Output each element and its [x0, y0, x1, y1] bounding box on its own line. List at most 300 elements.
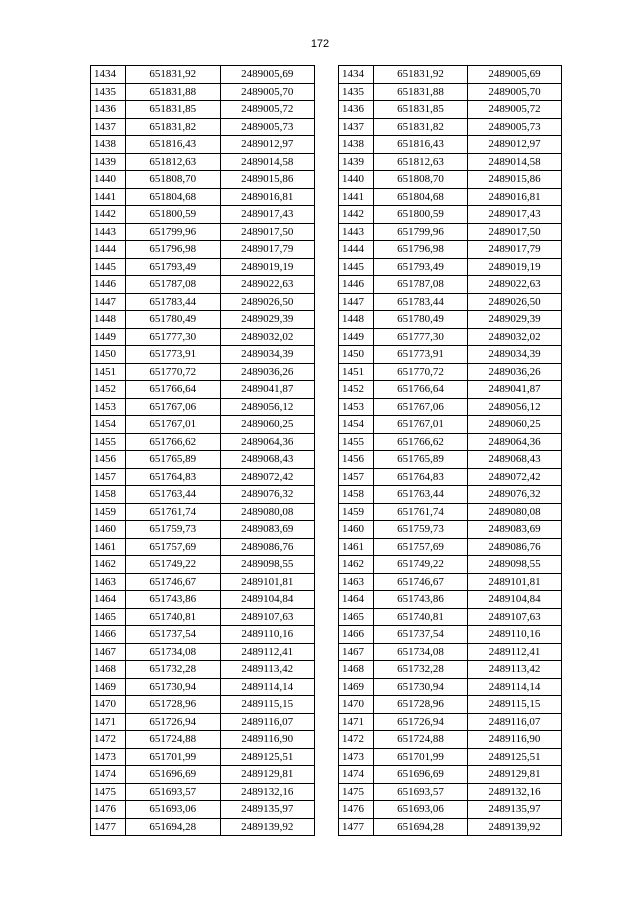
table-row — [339, 241, 562, 259]
x-coordinate-cell: 651804,68 — [126, 188, 221, 206]
table-row — [91, 503, 315, 521]
point-number-cell: 1465 — [91, 608, 126, 626]
x-coordinate-cell: 651766,62 — [126, 433, 221, 451]
point-number-cell: 1471 — [339, 713, 374, 731]
y-coordinate-cell: 2489068,43 — [468, 451, 562, 469]
point-number-cell: 1453 — [339, 398, 374, 416]
y-coordinate-cell: 2489017,43 — [220, 206, 315, 224]
x-coordinate-cell: 651696,69 — [126, 766, 221, 784]
x-coordinate-cell: 651764,83 — [374, 468, 468, 486]
y-coordinate-cell: 2489005,69 — [220, 66, 315, 84]
point-number-cell: 1474 — [339, 766, 374, 784]
x-coordinate-cell: 651694,28 — [374, 818, 468, 836]
table-row — [339, 293, 562, 311]
x-coordinate-cell: 651734,08 — [374, 643, 468, 661]
x-coordinate-cell: 651796,98 — [374, 241, 468, 259]
y-coordinate-cell: 2489135,97 — [220, 801, 315, 819]
point-number-cell: 1462 — [91, 556, 126, 574]
x-coordinate-cell: 651757,69 — [374, 538, 468, 556]
table-row — [339, 818, 562, 836]
y-coordinate-cell: 2489135,97 — [468, 801, 562, 819]
point-number-cell: 1437 — [91, 118, 126, 136]
y-coordinate-cell: 2489005,69 — [468, 66, 562, 84]
point-number-cell: 1455 — [339, 433, 374, 451]
y-coordinate-cell: 2489012,97 — [468, 136, 562, 154]
point-number-cell: 1469 — [339, 678, 374, 696]
y-coordinate-cell: 2489132,16 — [220, 783, 315, 801]
x-coordinate-cell: 651732,28 — [374, 661, 468, 679]
point-number-cell: 1451 — [91, 363, 126, 381]
table-row — [91, 521, 315, 539]
point-number-cell: 1467 — [91, 643, 126, 661]
point-number-cell: 1454 — [91, 416, 126, 434]
x-coordinate-cell: 651773,91 — [126, 346, 221, 364]
y-coordinate-cell: 2489112,41 — [220, 643, 315, 661]
point-number-cell: 1466 — [339, 626, 374, 644]
table-row — [91, 223, 315, 241]
x-coordinate-cell: 651696,69 — [374, 766, 468, 784]
point-number-cell: 1463 — [91, 573, 126, 591]
point-number-cell: 1438 — [91, 136, 126, 154]
x-coordinate-cell: 651701,99 — [374, 748, 468, 766]
table-row — [339, 748, 562, 766]
y-coordinate-cell: 2489005,70 — [468, 83, 562, 101]
point-number-cell: 1438 — [339, 136, 374, 154]
y-coordinate-cell: 2489114,14 — [220, 678, 315, 696]
point-number-cell: 1445 — [91, 258, 126, 276]
coordinates-table-left — [90, 65, 315, 836]
table-row — [91, 783, 315, 801]
point-number-cell: 1453 — [91, 398, 126, 416]
x-coordinate-cell: 651773,91 — [374, 346, 468, 364]
x-coordinate-cell: 651766,64 — [126, 381, 221, 399]
point-number-cell: 1470 — [91, 696, 126, 714]
y-coordinate-cell: 2489107,63 — [468, 608, 562, 626]
point-number-cell: 1474 — [91, 766, 126, 784]
table-row — [91, 643, 315, 661]
table-row — [91, 258, 315, 276]
y-coordinate-cell: 2489019,19 — [220, 258, 315, 276]
table-row — [339, 416, 562, 434]
x-coordinate-cell: 651799,96 — [374, 223, 468, 241]
x-coordinate-cell: 651799,96 — [126, 223, 221, 241]
y-coordinate-cell: 2489032,02 — [468, 328, 562, 346]
table-row — [91, 416, 315, 434]
y-coordinate-cell: 2489056,12 — [220, 398, 315, 416]
x-coordinate-cell: 651743,86 — [374, 591, 468, 609]
table-row — [339, 136, 562, 154]
point-number-cell: 1471 — [91, 713, 126, 731]
point-number-cell: 1452 — [91, 381, 126, 399]
table-row — [339, 783, 562, 801]
table-row — [339, 696, 562, 714]
page-number: 172 — [310, 38, 330, 50]
y-coordinate-cell: 2489114,14 — [468, 678, 562, 696]
y-coordinate-cell: 2489129,81 — [220, 766, 315, 784]
point-number-cell: 1454 — [339, 416, 374, 434]
y-coordinate-cell: 2489116,07 — [468, 713, 562, 731]
x-coordinate-cell: 651740,81 — [126, 608, 221, 626]
x-coordinate-cell: 651777,30 — [374, 328, 468, 346]
table-row — [339, 573, 562, 591]
y-coordinate-cell: 2489076,32 — [468, 486, 562, 504]
x-coordinate-cell: 651693,06 — [126, 801, 221, 819]
point-number-cell: 1458 — [339, 486, 374, 504]
x-coordinate-cell: 651796,98 — [126, 241, 221, 259]
y-coordinate-cell: 2489098,55 — [468, 556, 562, 574]
x-coordinate-cell: 651831,82 — [126, 118, 221, 136]
x-coordinate-cell: 651728,96 — [374, 696, 468, 714]
point-number-cell: 1439 — [339, 153, 374, 171]
table-row — [339, 468, 562, 486]
y-coordinate-cell: 2489113,42 — [220, 661, 315, 679]
table-row — [339, 311, 562, 329]
y-coordinate-cell: 2489014,58 — [468, 153, 562, 171]
table-row — [91, 241, 315, 259]
y-coordinate-cell: 2489041,87 — [220, 381, 315, 399]
x-coordinate-cell: 651816,43 — [374, 136, 468, 154]
x-coordinate-cell: 651746,67 — [126, 573, 221, 591]
table-row — [339, 206, 562, 224]
table-row — [339, 188, 562, 206]
y-coordinate-cell: 2489064,36 — [220, 433, 315, 451]
point-number-cell: 1442 — [339, 206, 374, 224]
y-coordinate-cell: 2489110,16 — [468, 626, 562, 644]
y-coordinate-cell: 2489026,50 — [220, 293, 315, 311]
point-number-cell: 1475 — [91, 783, 126, 801]
y-coordinate-cell: 2489014,58 — [220, 153, 315, 171]
y-coordinate-cell: 2489132,16 — [468, 783, 562, 801]
x-coordinate-cell: 651831,88 — [374, 83, 468, 101]
table-row — [91, 276, 315, 294]
x-coordinate-cell: 651724,88 — [126, 731, 221, 749]
y-coordinate-cell: 2489104,84 — [468, 591, 562, 609]
table-body-left — [91, 66, 315, 836]
x-coordinate-cell: 651694,28 — [126, 818, 221, 836]
point-number-cell: 1445 — [339, 258, 374, 276]
coordinates-table-right — [338, 65, 562, 836]
y-coordinate-cell: 2489104,84 — [220, 591, 315, 609]
point-number-cell: 1443 — [339, 223, 374, 241]
x-coordinate-cell: 651761,74 — [126, 503, 221, 521]
x-coordinate-cell: 651800,59 — [126, 206, 221, 224]
point-number-cell: 1473 — [339, 748, 374, 766]
table-row — [91, 696, 315, 714]
point-number-cell: 1439 — [91, 153, 126, 171]
x-coordinate-cell: 651787,08 — [126, 276, 221, 294]
table-row — [91, 678, 315, 696]
table-row — [91, 398, 315, 416]
point-number-cell: 1440 — [339, 171, 374, 189]
table-row — [91, 311, 315, 329]
point-number-cell: 1447 — [339, 293, 374, 311]
y-coordinate-cell: 2489022,63 — [468, 276, 562, 294]
x-coordinate-cell: 651749,22 — [126, 556, 221, 574]
point-number-cell: 1464 — [91, 591, 126, 609]
x-coordinate-cell: 651763,44 — [126, 486, 221, 504]
point-number-cell: 1477 — [91, 818, 126, 836]
y-coordinate-cell: 2489115,15 — [468, 696, 562, 714]
table-row — [339, 556, 562, 574]
x-coordinate-cell: 651730,94 — [126, 678, 221, 696]
table-row — [91, 381, 315, 399]
x-coordinate-cell: 651759,73 — [126, 521, 221, 539]
point-number-cell: 1460 — [91, 521, 126, 539]
point-number-cell: 1446 — [339, 276, 374, 294]
table-row — [91, 346, 315, 364]
y-coordinate-cell: 2489017,43 — [468, 206, 562, 224]
point-number-cell: 1461 — [339, 538, 374, 556]
point-number-cell: 1461 — [91, 538, 126, 556]
point-number-cell: 1466 — [91, 626, 126, 644]
x-coordinate-cell: 651759,73 — [374, 521, 468, 539]
x-coordinate-cell: 651783,44 — [374, 293, 468, 311]
y-coordinate-cell: 2489036,26 — [220, 363, 315, 381]
point-number-cell: 1468 — [339, 661, 374, 679]
table-row — [339, 381, 562, 399]
point-number-cell: 1475 — [339, 783, 374, 801]
x-coordinate-cell: 651770,72 — [126, 363, 221, 381]
x-coordinate-cell: 651816,43 — [126, 136, 221, 154]
table-row — [91, 573, 315, 591]
x-coordinate-cell: 651812,63 — [126, 153, 221, 171]
table-row — [91, 713, 315, 731]
table-row — [339, 486, 562, 504]
x-coordinate-cell: 651761,74 — [374, 503, 468, 521]
y-coordinate-cell: 2489005,72 — [468, 101, 562, 119]
y-coordinate-cell: 2489060,25 — [468, 416, 562, 434]
y-coordinate-cell: 2489064,36 — [468, 433, 562, 451]
point-number-cell: 1465 — [339, 608, 374, 626]
y-coordinate-cell: 2489016,81 — [220, 188, 315, 206]
x-coordinate-cell: 651730,94 — [374, 678, 468, 696]
x-coordinate-cell: 651770,72 — [374, 363, 468, 381]
y-coordinate-cell: 2489083,69 — [220, 521, 315, 539]
point-number-cell: 1472 — [91, 731, 126, 749]
table-row — [339, 398, 562, 416]
point-number-cell: 1449 — [339, 328, 374, 346]
table-row — [91, 188, 315, 206]
x-coordinate-cell: 651726,94 — [374, 713, 468, 731]
table-row — [339, 363, 562, 381]
y-coordinate-cell: 2489101,81 — [220, 573, 315, 591]
y-coordinate-cell: 2489032,02 — [220, 328, 315, 346]
x-coordinate-cell: 651767,06 — [374, 398, 468, 416]
table-row — [91, 83, 315, 101]
x-coordinate-cell: 651808,70 — [126, 171, 221, 189]
point-number-cell: 1456 — [91, 451, 126, 469]
table-row — [91, 118, 315, 136]
point-number-cell: 1450 — [91, 346, 126, 364]
table-row — [91, 328, 315, 346]
y-coordinate-cell: 2489034,39 — [468, 346, 562, 364]
table-row — [91, 66, 315, 84]
table-row — [91, 451, 315, 469]
y-coordinate-cell: 2489005,73 — [468, 118, 562, 136]
point-number-cell: 1442 — [91, 206, 126, 224]
x-coordinate-cell: 651693,06 — [374, 801, 468, 819]
x-coordinate-cell: 651767,01 — [374, 416, 468, 434]
point-number-cell: 1477 — [339, 818, 374, 836]
point-number-cell: 1462 — [339, 556, 374, 574]
point-number-cell: 1459 — [91, 503, 126, 521]
point-number-cell: 1470 — [339, 696, 374, 714]
point-number-cell: 1457 — [91, 468, 126, 486]
point-number-cell: 1459 — [339, 503, 374, 521]
y-coordinate-cell: 2489098,55 — [220, 556, 315, 574]
table-row — [339, 433, 562, 451]
point-number-cell: 1464 — [339, 591, 374, 609]
y-coordinate-cell: 2489125,51 — [468, 748, 562, 766]
table-row — [91, 363, 315, 381]
x-coordinate-cell: 651737,54 — [126, 626, 221, 644]
table-row — [91, 293, 315, 311]
point-number-cell: 1457 — [339, 468, 374, 486]
table-row — [91, 591, 315, 609]
x-coordinate-cell: 651831,88 — [126, 83, 221, 101]
point-number-cell: 1435 — [91, 83, 126, 101]
point-number-cell: 1452 — [339, 381, 374, 399]
table-body-right — [339, 66, 562, 836]
table-row — [91, 136, 315, 154]
x-coordinate-cell: 651783,44 — [126, 293, 221, 311]
table-row — [339, 223, 562, 241]
y-coordinate-cell: 2489005,70 — [220, 83, 315, 101]
point-number-cell: 1451 — [339, 363, 374, 381]
table-row — [339, 731, 562, 749]
table-row — [91, 206, 315, 224]
x-coordinate-cell: 651831,92 — [126, 66, 221, 84]
point-number-cell: 1441 — [339, 188, 374, 206]
table-row — [91, 556, 315, 574]
y-coordinate-cell: 2489022,63 — [220, 276, 315, 294]
x-coordinate-cell: 651767,06 — [126, 398, 221, 416]
point-number-cell: 1446 — [91, 276, 126, 294]
table-row — [91, 101, 315, 119]
point-number-cell: 1476 — [91, 801, 126, 819]
table-row — [91, 486, 315, 504]
table-row — [339, 276, 562, 294]
table-row — [339, 766, 562, 784]
y-coordinate-cell: 2489115,15 — [220, 696, 315, 714]
table-row — [339, 608, 562, 626]
y-coordinate-cell: 2489116,90 — [220, 731, 315, 749]
y-coordinate-cell: 2489080,08 — [468, 503, 562, 521]
point-number-cell: 1444 — [91, 241, 126, 259]
y-coordinate-cell: 2489017,50 — [468, 223, 562, 241]
table-row — [339, 591, 562, 609]
point-number-cell: 1444 — [339, 241, 374, 259]
y-coordinate-cell: 2489041,87 — [468, 381, 562, 399]
table-row — [339, 346, 562, 364]
point-number-cell: 1455 — [91, 433, 126, 451]
y-coordinate-cell: 2489116,07 — [220, 713, 315, 731]
table-row — [91, 661, 315, 679]
point-number-cell: 1450 — [339, 346, 374, 364]
table-row — [91, 748, 315, 766]
point-number-cell: 1476 — [339, 801, 374, 819]
table-row — [339, 153, 562, 171]
y-coordinate-cell: 2489116,90 — [468, 731, 562, 749]
table-row — [91, 626, 315, 644]
x-coordinate-cell: 651743,86 — [126, 591, 221, 609]
x-coordinate-cell: 651757,69 — [126, 538, 221, 556]
x-coordinate-cell: 651740,81 — [374, 608, 468, 626]
point-number-cell: 1434 — [339, 66, 374, 84]
x-coordinate-cell: 651780,49 — [126, 311, 221, 329]
x-coordinate-cell: 651777,30 — [126, 328, 221, 346]
x-coordinate-cell: 651732,28 — [126, 661, 221, 679]
y-coordinate-cell: 2489072,42 — [220, 468, 315, 486]
y-coordinate-cell: 2489026,50 — [468, 293, 562, 311]
y-coordinate-cell: 2489005,72 — [220, 101, 315, 119]
point-number-cell: 1437 — [339, 118, 374, 136]
x-coordinate-cell: 651831,92 — [374, 66, 468, 84]
table-row — [91, 801, 315, 819]
point-number-cell: 1473 — [91, 748, 126, 766]
y-coordinate-cell: 2489072,42 — [468, 468, 562, 486]
point-number-cell: 1443 — [91, 223, 126, 241]
x-coordinate-cell: 651724,88 — [374, 731, 468, 749]
y-coordinate-cell: 2489086,76 — [220, 538, 315, 556]
point-number-cell: 1472 — [339, 731, 374, 749]
table-row — [339, 626, 562, 644]
table-row — [339, 643, 562, 661]
y-coordinate-cell: 2489112,41 — [468, 643, 562, 661]
x-coordinate-cell: 651767,01 — [126, 416, 221, 434]
x-coordinate-cell: 651701,99 — [126, 748, 221, 766]
table-row — [339, 661, 562, 679]
x-coordinate-cell: 651728,96 — [126, 696, 221, 714]
y-coordinate-cell: 2489015,86 — [220, 171, 315, 189]
point-number-cell: 1467 — [339, 643, 374, 661]
y-coordinate-cell: 2489016,81 — [468, 188, 562, 206]
point-number-cell: 1468 — [91, 661, 126, 679]
table-row — [339, 503, 562, 521]
x-coordinate-cell: 651766,62 — [374, 433, 468, 451]
y-coordinate-cell: 2489034,39 — [220, 346, 315, 364]
x-coordinate-cell: 651763,44 — [374, 486, 468, 504]
y-coordinate-cell: 2489005,73 — [220, 118, 315, 136]
point-number-cell: 1448 — [91, 311, 126, 329]
point-number-cell: 1449 — [91, 328, 126, 346]
x-coordinate-cell: 651812,63 — [374, 153, 468, 171]
table-row — [339, 118, 562, 136]
y-coordinate-cell: 2489101,81 — [468, 573, 562, 591]
x-coordinate-cell: 651746,67 — [374, 573, 468, 591]
y-coordinate-cell: 2489107,63 — [220, 608, 315, 626]
table-row — [91, 766, 315, 784]
x-coordinate-cell: 651693,57 — [374, 783, 468, 801]
table-row — [91, 153, 315, 171]
table-row — [339, 451, 562, 469]
x-coordinate-cell: 651765,89 — [126, 451, 221, 469]
x-coordinate-cell: 651780,49 — [374, 311, 468, 329]
x-coordinate-cell: 651831,82 — [374, 118, 468, 136]
y-coordinate-cell: 2489076,32 — [220, 486, 315, 504]
y-coordinate-cell: 2489017,79 — [220, 241, 315, 259]
table-row — [91, 468, 315, 486]
x-coordinate-cell: 651765,89 — [374, 451, 468, 469]
table-row — [339, 258, 562, 276]
x-coordinate-cell: 651831,85 — [374, 101, 468, 119]
x-coordinate-cell: 651749,22 — [374, 556, 468, 574]
point-number-cell: 1460 — [339, 521, 374, 539]
y-coordinate-cell: 2489015,86 — [468, 171, 562, 189]
x-coordinate-cell: 651764,83 — [126, 468, 221, 486]
x-coordinate-cell: 651793,49 — [374, 258, 468, 276]
y-coordinate-cell: 2489086,76 — [468, 538, 562, 556]
